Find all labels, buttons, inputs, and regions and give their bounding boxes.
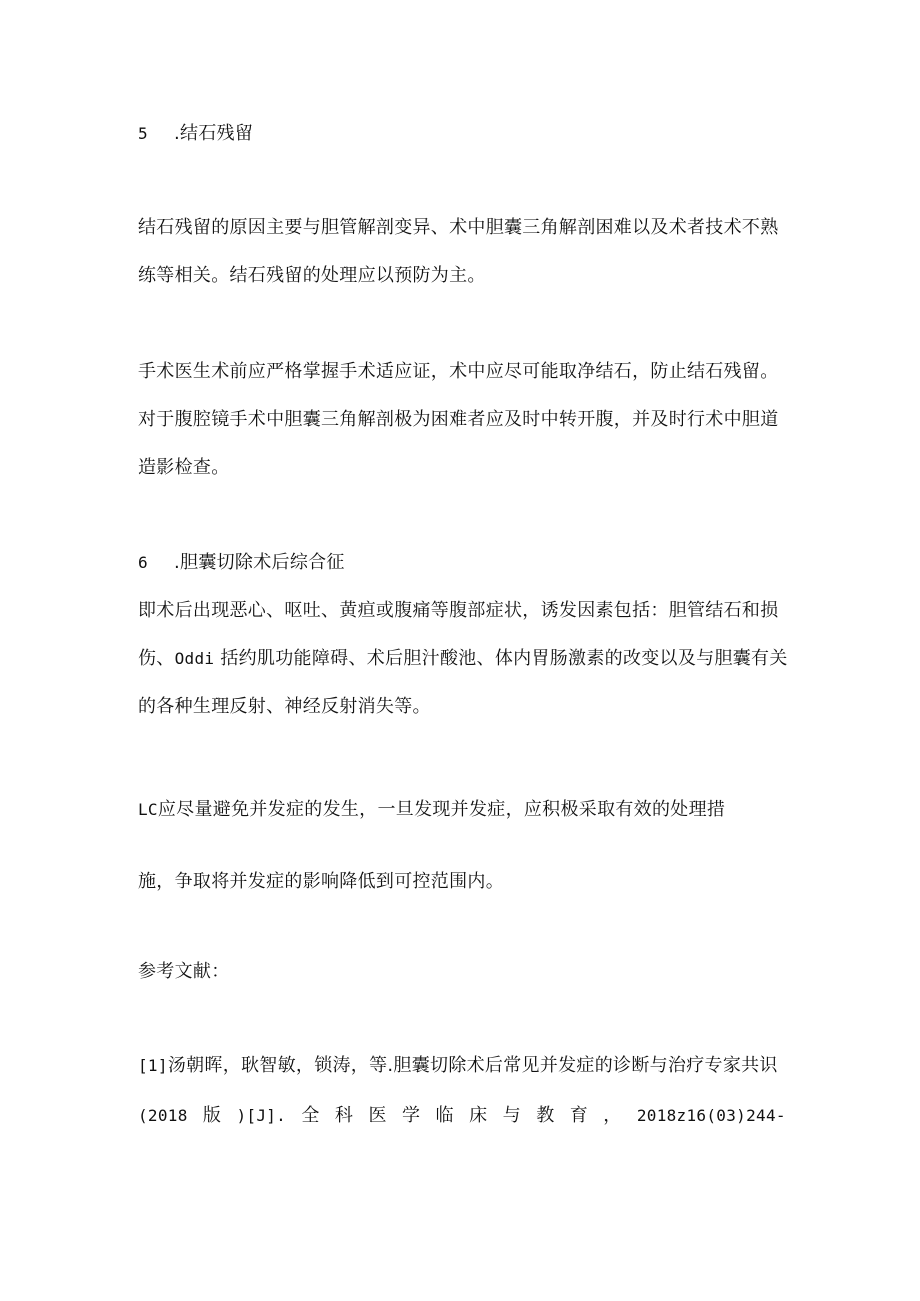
text-run: )[J]. (236, 1106, 287, 1125)
text-run: 育 (569, 1105, 589, 1126)
paragraph-line: 结石残留的原因主要与胆管解剖变异、术中胆囊三角解剖困难以及术者技术不熟 (138, 217, 779, 238)
text-run: 应尽量避免并发症的发生，一旦发现并发症，应积极采取有效的处理措 (157, 799, 726, 820)
text-run: 学 (402, 1105, 421, 1126)
paragraph-line: 的各种生理反射、神经反射消失等。 (138, 696, 431, 717)
text-run: LC (138, 800, 158, 819)
text-run: 全 (301, 1105, 320, 1126)
section-title: .胆囊切除术后综合征 (174, 552, 345, 573)
paragraph-line: 造影检查。 (138, 457, 230, 478)
section-5-heading (138, 122, 253, 146)
paragraph-line: 对于腹腔镜手术中胆囊三角解剖极为困难者应及时中转开腹，并及时行术中胆道 (138, 409, 779, 430)
paragraph-line (138, 798, 725, 822)
paragraph-line: 练等相关。结石残留的处理应以预防为主。 (138, 265, 486, 286)
text-run: 医 (368, 1105, 387, 1126)
text-run: 教 (536, 1105, 555, 1126)
paragraph-line: 即术后出现恶心、呕吐、黄疸或腹痛等腹部症状，诱发因素包括：胆管结石和损 (138, 600, 779, 621)
reference-line (138, 1104, 786, 1128)
text-run: 床 (469, 1105, 488, 1126)
paragraph-line: 施，争取将并发症的影响降低到可控范围内。 (138, 871, 504, 892)
references-heading: 参考文献： (138, 961, 230, 982)
text-run: ， (603, 1105, 622, 1126)
text-run: [1] (138, 1056, 168, 1075)
text-run: Oddi (174, 649, 215, 668)
text-run: 科 (334, 1105, 354, 1126)
text-run: 临 (435, 1105, 454, 1126)
section-6-heading (138, 551, 345, 575)
section-title: .结石残留 (174, 123, 254, 144)
section-number: 5 (138, 124, 148, 143)
paragraph-line: 手术医生术前应严格掌握手术适应证，术中应尽可能取净结石，防止结石残留。 (138, 361, 779, 382)
reference-line (138, 1054, 778, 1078)
paragraph-line (138, 647, 788, 671)
text-run: 2018z16(03)244- (636, 1106, 786, 1125)
text-run: (2018 (138, 1106, 188, 1125)
text-run: 汤朝晖，耿智敏，锁涛，等.胆囊切除术后常见并发症的诊断与治疗专家共识 (167, 1055, 778, 1076)
text-run: 括约肌功能障碍、术后胆汁酸池、体内胃肠激素的改变以及与胆囊有关 (220, 648, 788, 669)
text-run: 与 (502, 1105, 521, 1126)
text-run: 伤、 (138, 648, 175, 669)
section-number: 6 (138, 553, 148, 572)
text-run: 版 (202, 1105, 222, 1126)
